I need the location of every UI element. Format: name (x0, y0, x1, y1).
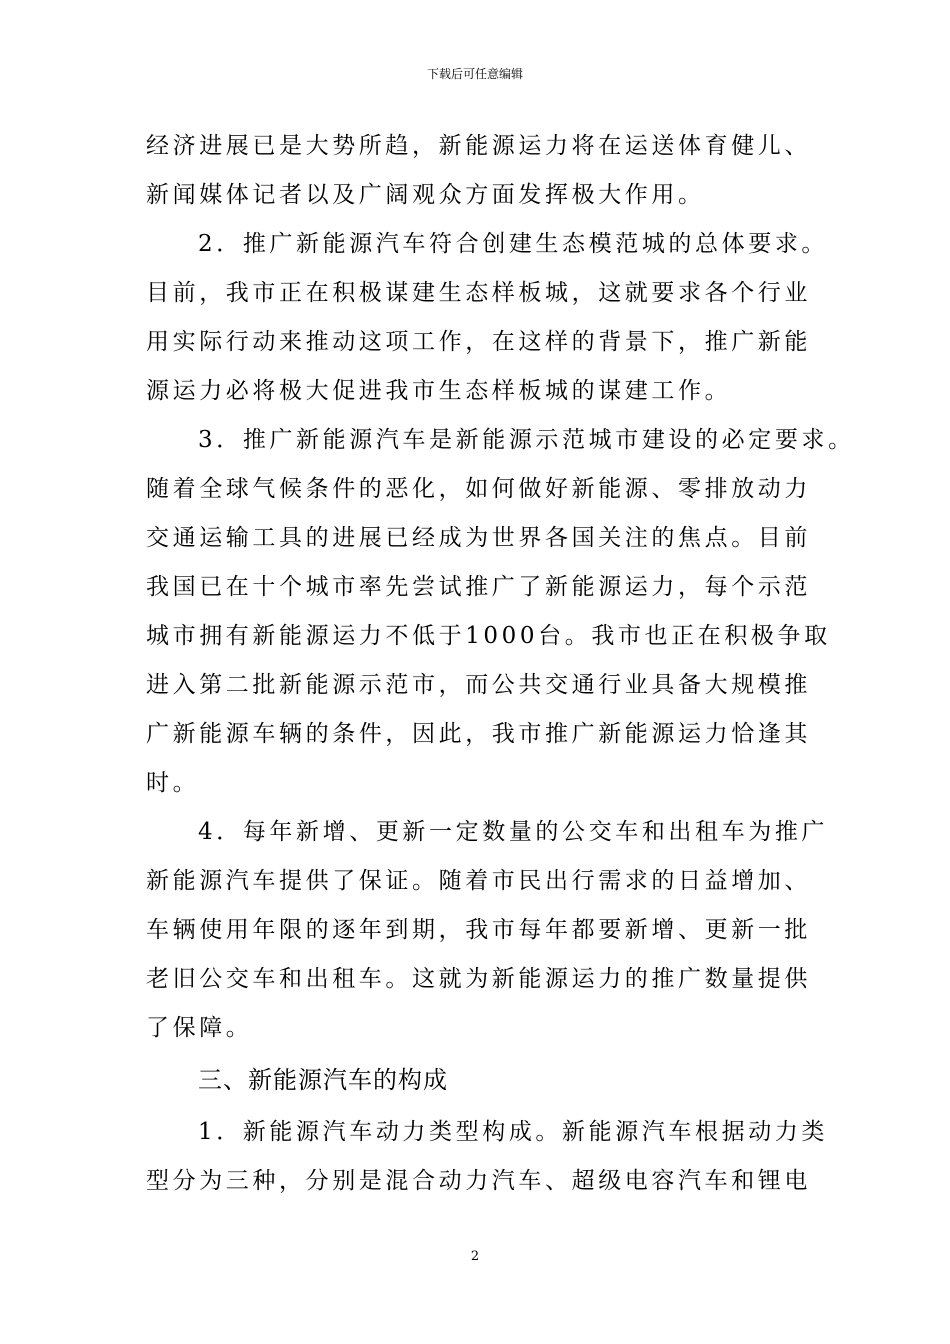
paragraph-start-line: 1．新能源汽车动力类型构成。新能源汽车根据动力类 (198, 1119, 829, 1145)
section-heading: 三、新能源汽车的构成 (198, 1066, 448, 1094)
text-line: 用实际行动来推动这项工作，在这样的背景下，推广新能 (146, 329, 811, 355)
text-line: 了保障。 (146, 1015, 253, 1041)
text-line: 随着全球气候条件的恶化，如何做好新能源、零排放动力 (146, 476, 811, 502)
text-line: 型分为三种，分别是混合动力汽车、超级电容汽车和锂电 (146, 1168, 811, 1194)
text-line: 目前，我市正在积极谋建生态样板城，这就要求各个行业 (146, 280, 811, 306)
text-line: 老旧公交车和出租车。这就为新能源运力的推广数量提供 (146, 966, 811, 992)
document-body (146, 122, 855, 1206)
text-line: 进入第二批新能源示范市，而公共交通行业具备大规模推 (146, 672, 811, 698)
text-line: 城市拥有新能源运力不低于1000台。我市也正在积极争取 (146, 623, 831, 649)
text-line: 我国已在十个城市率先尝试推广了新能源运力，每个示范 (146, 574, 811, 600)
page-header: 下载后可任意编辑 (426, 67, 523, 81)
text-line: 新能源汽车提供了保证。随着市民出行需求的日益增加、 (146, 868, 811, 894)
paragraph-start-line: 2．推广新能源汽车符合创建生态模范城的总体要求。 (198, 231, 829, 257)
text-line: 新闻媒体记者以及广阔观众方面发挥极大作用。 (146, 182, 705, 208)
text-line: 车辆使用年限的逐年到期，我市每年都要新增、更新一批 (146, 917, 811, 943)
text-line: 广新能源车辆的条件，因此，我市推广新能源运力恰逢其 (146, 721, 811, 747)
text-line: 经济进展已是大势所趋，新能源运力将在运送体育健儿、 (146, 133, 811, 159)
page-number: 2 (470, 1249, 480, 1264)
paragraph-start-line: 4．每年新增、更新一定数量的公交车和出租车为推广 (198, 819, 829, 845)
paragraph-start-line: 3．推广新能源汽车是新能源示范城市建设的必定要求。 (198, 427, 855, 453)
text-line: 时。 (146, 770, 200, 796)
text-line: 源运力必将极大促进我市生态样板城的谋建工作。 (146, 378, 732, 404)
text-line: 交通运输工具的进展已经成为世界各国关注的焦点。目前 (146, 525, 811, 551)
